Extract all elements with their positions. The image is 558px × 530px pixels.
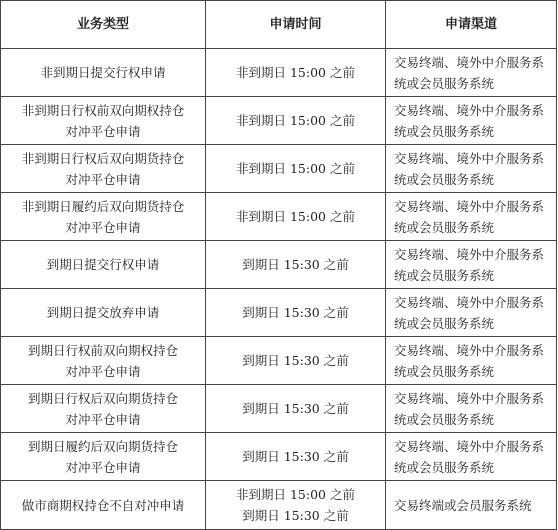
cell-text-line: 到期日提交放弃申请 (46, 305, 160, 320)
application-time-cell (206, 337, 386, 385)
application-channel-cell (386, 385, 557, 433)
cell-text-line: 做市商期权持仓不自对冲申请 (21, 497, 185, 513)
application-time-cell (206, 145, 386, 193)
cell-text-line: 到期日行权后双向期货持仓 (27, 390, 178, 406)
table-row (1, 433, 557, 481)
cell-text-line: 到期日 15:30 之前 (242, 449, 349, 464)
cell-text-line: 统或会员服务系统 (394, 171, 495, 187)
cell-text-line: 统或会员服务系统 (394, 75, 495, 91)
table-row (1, 193, 557, 241)
cell-text-line: 对冲平仓申请 (65, 411, 141, 427)
table-body (1, 49, 557, 530)
business-type-cell (1, 433, 206, 481)
cell-text-line: 交易终端、境外中介服务系 (394, 294, 545, 310)
cell-text-line: 统或会员服务系统 (394, 267, 495, 283)
cell-text-line: 非到期日 15:00 之前 (236, 65, 355, 80)
cell-text-line: 非到期日 15:00 之前 (236, 487, 355, 502)
cell-text-line: 到期日 15:30 之前 (242, 305, 349, 320)
cell-text-line: 非到期日 15:00 之前 (236, 113, 355, 128)
cell-text-line: 交易终端、境外中介服务系 (394, 342, 545, 358)
cell-text-line: 到期日 15:30 之前 (242, 257, 349, 272)
header-application-time: 申请时间 (206, 1, 386, 49)
application-time-cell (206, 97, 386, 145)
cell-text-line: 交易终端、境外中介服务系 (394, 150, 545, 166)
table-row (1, 481, 557, 530)
cell-text-line: 统或会员服务系统 (394, 315, 495, 331)
application-time-cell (206, 241, 386, 289)
cell-text-line: 到期日 15:30 之前 (242, 401, 349, 416)
application-time-cell (206, 193, 386, 241)
business-type-cell (1, 385, 206, 433)
cell-text-line: 统或会员服务系统 (394, 123, 495, 139)
cell-text-line: 对冲平仓申请 (65, 171, 141, 187)
application-time-cell (206, 385, 386, 433)
business-type-cell (1, 49, 206, 97)
business-type-cell (1, 193, 206, 241)
cell-text-line: 统或会员服务系统 (394, 459, 495, 475)
cell-text-line: 交易终端或会员服务系统 (394, 497, 532, 513)
cell-text-line: 统或会员服务系统 (394, 219, 495, 235)
cell-text-line: 交易终端、境外中介服务系 (394, 102, 545, 118)
cell-text-line: 对冲平仓申请 (65, 123, 141, 139)
cell-text-line: 非到期日提交行权申请 (40, 65, 166, 80)
application-channel-cell (386, 433, 557, 481)
cell-text-line: 到期日 15:30 之前 (242, 353, 349, 368)
cell-text-line: 统或会员服务系统 (394, 411, 495, 427)
application-channel-cell (386, 49, 557, 97)
business-type-cell (1, 289, 206, 337)
header-business-type: 业务类型 (1, 1, 206, 49)
business-type-cell (1, 481, 206, 530)
table-row (1, 337, 557, 385)
cell-text-line: 交易终端、境外中介服务系 (394, 246, 545, 262)
table-header-row (1, 1, 557, 49)
cell-text-line: 到期日提交行权申请 (46, 257, 160, 272)
table-row (1, 385, 557, 433)
cell-text-line: 对冲平仓申请 (65, 219, 141, 235)
cell-text-line: 非到期日行权后双向期货持仓 (21, 150, 185, 166)
application-time-cell (206, 481, 386, 530)
cell-text-line: 交易终端、境外中介服务系 (394, 438, 545, 454)
application-channel-cell (386, 337, 557, 385)
table-row (1, 289, 557, 337)
application-channel-cell (386, 241, 557, 289)
cell-text-line: 非到期日行权前双向期权持仓 (21, 102, 185, 118)
header-application-channel: 申请渠道 (386, 1, 557, 49)
business-type-cell (1, 97, 206, 145)
cell-text-line: 到期日 15:30 之前 (242, 508, 349, 523)
cell-text-line: 非到期日 15:00 之前 (236, 209, 355, 224)
business-type-cell (1, 337, 206, 385)
table-row (1, 49, 557, 97)
business-type-cell (1, 241, 206, 289)
application-time-cell (206, 289, 386, 337)
table-row (1, 145, 557, 193)
application-time-cell (206, 433, 386, 481)
application-channel-cell (386, 97, 557, 145)
cell-text-line: 交易终端、境外中介服务系 (394, 54, 545, 70)
cell-text-line: 非到期日履约后双向期货持仓 (21, 198, 185, 214)
business-type-cell (1, 145, 206, 193)
cell-text-line: 到期日行权前双向期权持仓 (27, 342, 178, 358)
cell-text-line: 对冲平仓申请 (65, 459, 141, 475)
cell-text-line: 非到期日 15:00 之前 (236, 161, 355, 176)
cell-text-line: 到期日履约后双向期货持仓 (27, 438, 178, 454)
cell-text-line: 对冲平仓申请 (65, 363, 141, 379)
application-channel-cell (386, 481, 557, 530)
cell-text-line: 交易终端、境外中介服务系 (394, 198, 545, 214)
table-row (1, 97, 557, 145)
application-channel-cell (386, 193, 557, 241)
cell-text-line: 交易终端、境外中介服务系 (394, 390, 545, 406)
application-time-cell (206, 49, 386, 97)
application-channel-cell (386, 145, 557, 193)
table-row (1, 241, 557, 289)
application-channel-cell (386, 289, 557, 337)
cell-text-line: 统或会员服务系统 (394, 363, 495, 379)
